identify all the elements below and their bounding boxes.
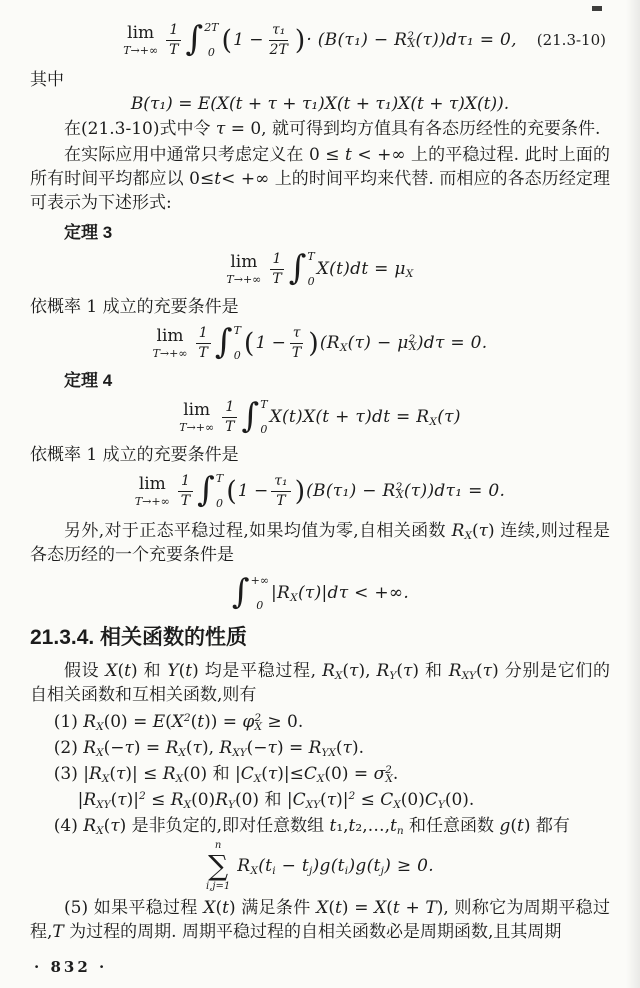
lim-label: lim [156, 325, 184, 346]
integral-sign: ∫ [288, 248, 307, 288]
integral-sign: ∫ [214, 322, 233, 362]
summation-operator [206, 841, 230, 892]
equation-row [135, 471, 505, 511]
paragraph-condition-1: 依概率 1 成立的充要条件是 [30, 297, 239, 317]
lim-subscript: T→+∞ [123, 43, 159, 57]
label-where: 其中 [30, 70, 64, 90]
integral-upper-limit: 2T [204, 21, 219, 34]
integral-lower-limit: 0 [233, 349, 241, 362]
fraction-denominator: T [272, 270, 282, 287]
fraction-one-over-T [269, 251, 284, 286]
limit-operator [179, 399, 215, 434]
equation-row [123, 20, 517, 60]
close-paren: ) [308, 327, 319, 359]
fraction-numerator: 1 [178, 473, 193, 491]
equation-row [179, 397, 461, 437]
limit-operator [226, 251, 262, 286]
property-item-3-continued: $|R_{XY}(\tau)|^2 \le R_X(0)R_Y(0)$ 和 $|C_{XY}(\tau)|^2 \le C_X(0)C_Y(0)$. [77, 790, 475, 811]
paragraph-condition-2: 依概率 1 成立的充要条件是 [30, 445, 239, 465]
equation-body: $R_X(t_i - t_j)g(t_i)g(t_j) \ge 0$. [237, 856, 434, 877]
sum-lower-limit: i,j=1 [206, 881, 231, 892]
inner-fraction [271, 473, 290, 508]
lim-subscript: T→+∞ [152, 346, 188, 360]
integral [215, 323, 241, 363]
equation-row [231, 573, 409, 613]
integral-limits [204, 20, 218, 60]
lim-subscript: T→+∞ [134, 494, 170, 508]
inner-fraction [267, 22, 291, 57]
fraction-denominator: T [198, 344, 208, 361]
theorem-3-label: 定理 3 [64, 223, 113, 242]
fraction-denominator: 2T [269, 41, 288, 58]
integral-limits [307, 249, 314, 289]
equation-line-21-3-10 [30, 20, 610, 60]
inner-fraction [289, 325, 304, 360]
integral-sign: ∫ [185, 19, 204, 59]
property-item-5: (5) 如果平稳过程 X(t) 满足条件 X(t) = X(t + T), 则称它为周期平稳过程,T 为过程的周期. 周期平稳过程的自相关函数必是周期函数,且其周期 [30, 898, 610, 942]
integral-lower-limit: 0 [216, 497, 224, 510]
sum-sign: ∑ [208, 849, 229, 882]
integral-sign: ∫ [241, 396, 260, 436]
fraction-one-over-T [196, 325, 211, 360]
integral-upper-limit: T [307, 250, 315, 263]
fraction-one-over-T [222, 399, 237, 434]
property-item-4: (4) $R_X(\tau)$ 是非负定的,即对任意数组 $t_1,t_2,\dots,t_n$ 和任意函数 g(t) 都有 [53, 816, 570, 837]
integral-limits [260, 397, 267, 437]
paren-prefix: 1 − [233, 29, 264, 50]
fraction-numerator: 1 [166, 22, 181, 40]
lim-label: lim [230, 251, 258, 272]
integral-limits [234, 323, 241, 363]
limit-operator [152, 325, 188, 360]
open-paren: ( [221, 24, 233, 56]
equation-body: $X(t)X(t + \tau)dt = R_X(\tau)$ [269, 406, 461, 428]
integral-sign: ∫ [197, 470, 215, 510]
paragraph-assumptions: 假设 X(t) 和 Y(t) 均是平稳过程, $R_X(\tau)$, $R_Y(\tau)$ 和 $R_{XY}(\tau)$ 分别是它们的自相关函数和互相关函数,则有 [30, 661, 610, 705]
integral-limits [251, 573, 269, 613]
equation-row [206, 841, 434, 892]
integral-upper-limit: +∞ [250, 574, 269, 587]
limit-operator [123, 22, 159, 57]
lim-subscript: T→+∞ [226, 272, 262, 286]
integral-upper-limit: T [215, 472, 224, 485]
fraction-numerator: 1 [222, 399, 237, 417]
fraction-numerator: 1 [270, 251, 285, 269]
integral-sign: ∫ [231, 572, 250, 612]
fraction-denominator: T [169, 41, 179, 58]
lim-label: lim [183, 399, 211, 420]
fraction-denominator: T [276, 492, 286, 509]
integral-upper-limit: T [233, 324, 241, 337]
fraction-numerator: τ₁ [269, 22, 288, 40]
close-paren: ) [294, 475, 306, 507]
property-item-2: (2) $R_X(-\tau) = R_X(\tau)$, $R_{XY}(-\tau) = R_{YX}(\tau)$. [53, 738, 364, 759]
integral-lower-limit: 0 [307, 275, 315, 288]
equation-theorem-3-condition [30, 323, 610, 363]
equation-body: $X(t)dt = \mu_X$ [316, 258, 414, 280]
equation-body: $|R_X(\tau)|d\tau$ < +∞. [271, 582, 410, 604]
fraction-denominator: T [180, 492, 191, 509]
section-heading-21-3-4: 21.3.4. 相关函数的性质 [30, 626, 248, 649]
equation-nonnegative-definite-sum [30, 841, 610, 892]
open-paren: ( [243, 327, 255, 359]
theorem-4-label: 定理 4 [64, 371, 113, 390]
fraction-one-over-T [178, 473, 193, 508]
open-paren: ( [226, 475, 237, 507]
scan-artifact [592, 6, 602, 11]
equation-integrability-condition [30, 573, 610, 613]
integral [232, 573, 269, 613]
property-item-1: (1) $R_X(0) = E(X^2(t)) = \varphi^2_X \ge 0$. [53, 712, 304, 733]
fraction-numerator: 1 [196, 325, 211, 343]
integral-limits [216, 471, 223, 511]
paragraph-eq10-note: 在(21.3-10)式中令 τ = 0, 就可得到均方值具有各态历经性的充要条件. [64, 119, 601, 139]
equation-row [226, 249, 413, 289]
equation-theorem-4-condition [30, 471, 610, 511]
equation-body: B(τ₁) = E(X(t + τ + τ₁)X(t + τ₁)X(t + τ)X(t)). [130, 94, 510, 114]
integral [185, 20, 218, 60]
equation-row [153, 323, 488, 363]
integral [197, 471, 223, 511]
page-number: · 832 · [34, 958, 108, 976]
lim-label: lim [127, 22, 155, 43]
equation-21-3-10 [30, 20, 610, 60]
integral-lower-limit: 0 [256, 599, 264, 612]
fraction-numerator: τ [290, 325, 304, 343]
paren-prefix: 1 − [237, 480, 269, 501]
fraction-denominator: T [225, 418, 235, 435]
integral-lower-limit: 0 [260, 423, 268, 436]
lim-subscript: T→+∞ [179, 420, 215, 434]
integral-lower-limit: 0 [207, 46, 215, 59]
integral [242, 397, 268, 437]
equation-body: $(R_X(\tau) - \mu^2_X)d\tau = 0$. [319, 332, 488, 354]
paragraph-practical-use: 在实际应用中通常只考虑定义在 0 ≤ t < +∞ 上的平稳过程. 此时上面的所有时间平均都应以 0≤t< +∞ 上的时间平均来代替. 而相应的各态历经定理可表示为下述形式: [30, 145, 610, 213]
fraction-denominator: T [291, 344, 302, 361]
equation-theorem-4 [30, 397, 610, 437]
paragraph-normal-process: 另外,对于正态平稳过程,如果均值为零,自相关函数 $R_X(\tau)$ 连续,则过程是各态历经的一个充要条件是 [30, 521, 610, 565]
paren-prefix: 1 − [255, 332, 286, 353]
equation-theorem-3 [30, 249, 610, 289]
property-item-3: (3) $|R_X(\tau)| \le R_X(0)$ 和 $|C_X(\tau)|\le C_X(0) = \sigma^2_X$. [53, 764, 399, 785]
integral-upper-limit: T [260, 398, 268, 411]
integral [289, 249, 315, 289]
equation-B-definition [30, 96, 610, 113]
fraction-numerator: τ₁ [271, 473, 290, 491]
lim-label: lim [138, 473, 166, 494]
limit-operator [134, 473, 170, 508]
equation-body: $(B(\tau_1) - R^2_X(\tau))d\tau_1 = 0$. [306, 480, 506, 502]
close-paren: ) [294, 24, 306, 56]
sum-upper-limit: n [214, 840, 222, 851]
equation-number: (21.3-10) [536, 31, 606, 49]
fraction-one-over-T [166, 22, 181, 57]
equation-body: · $(B(\tau_1) - R^2_X(\tau))d\tau_1 = 0$, [306, 29, 517, 51]
